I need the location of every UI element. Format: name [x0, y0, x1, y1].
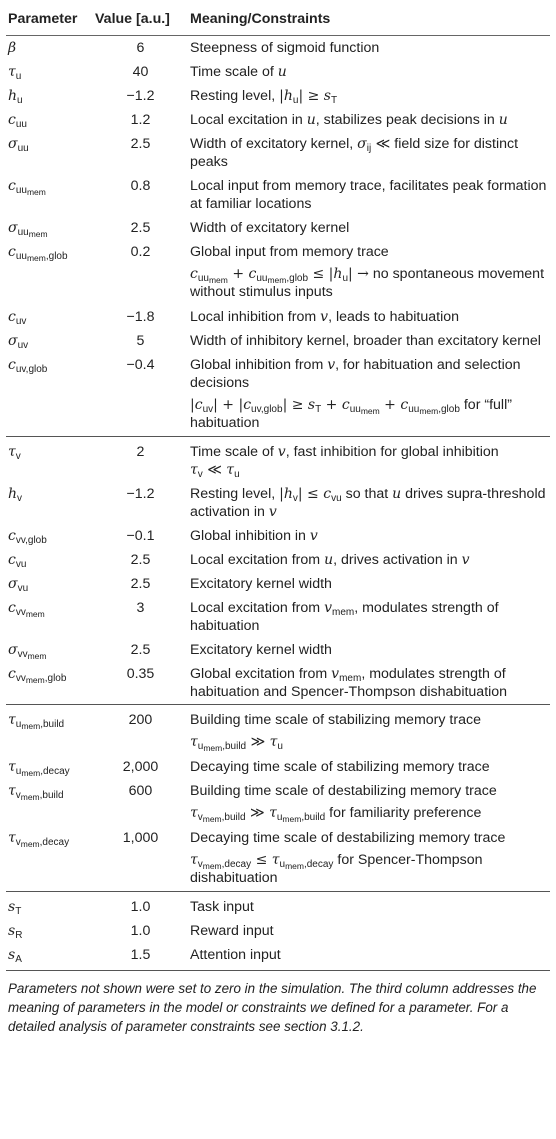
table-row-constraint: $\tau_{v_{mem},build}$ ≫ $\tau_{u_{mem},build}$ for familiarity preference	[190, 805, 482, 824]
table-row: $\sigma_{uu_{mem}}$ 2.5 Width of excitatory kernel	[8, 220, 350, 239]
table-row: $\sigma_{uv}$ 5 Width of inhibitory kernel, broader than excitatory kernel	[8, 333, 541, 351]
table-row-constraint: $\tau_{v_{mem},decay} \le \tau_{u_{mem},decay}$ for Spencer-Thompson dishabituation	[190, 852, 483, 886]
header-parameter: Parameter	[6, 6, 93, 36]
table-row: $c_{uv}$ −1.8 Local inhibition from v, leads to habituation	[8, 309, 459, 327]
table-row: $\tau_{v_{mem},decay}$ 1,000 Decaying time scale of destabilizing memory trace	[8, 830, 506, 849]
group-memory-traces	[6, 705, 550, 892]
table-row: $\tau_u$ 40 Time scale of u	[8, 64, 287, 82]
table-row: $h_v$ −1.2 Resting level, $|h_v| \le c_{vu}$ so that u drives supra-threshold activation in v	[8, 486, 546, 520]
table-row-constraint: $\tau_{u_{mem},build}$ ≫ $\tau_u$	[190, 734, 283, 753]
header-value: Value [a.u.]	[93, 6, 188, 36]
table-row: $\tau_v$ 2 Time scale of v, fast inhibition for global inhibition $\tau_v$ ≪ $\tau_u$	[6, 437, 550, 483]
header-meaning: Meaning/Constraints	[188, 6, 550, 36]
table-row: $h_u$ −1.2 Resting level, $|h_u| \ge s_T$	[8, 88, 338, 106]
table-row: $c_{uu_{mem}}$ 0.8 Local input from memory trace, facilitates peak formation at familiar locations	[8, 178, 547, 212]
table-row: $c_{uu}$ 1.2 Local excitation in u, stabilizes peak decisions in u	[8, 112, 508, 130]
table-row: $s_A$ 1.5 Attention input	[6, 943, 550, 971]
table-row-constraint: $c_{uu_{mem}} + c_{uu_{mem},glob} \le |h_u|$ → no spontaneous movement without stimulus inputs	[190, 266, 545, 300]
table-header-row	[6, 6, 550, 36]
parameter-table	[6, 6, 550, 971]
table-row: $c_{vu}$ 2.5 Local excitation from u, drives activation in v	[8, 552, 470, 570]
table-row: $c_{vv_{mem},glob}$ 0.35 Global excitation from $v_{mem}$, modulates strength of habituation and Spencer-Thompson dishabituation	[8, 666, 508, 700]
table-row: $s_T$ 1.0 Task input	[6, 892, 550, 920]
group-u-field	[6, 36, 550, 437]
table-row: $\tau_{v_{mem},build}$ 600 Building time scale of destabilizing memory trace	[8, 783, 497, 802]
group-v-field	[6, 437, 550, 705]
group-inputs	[6, 892, 550, 971]
table-row: $c_{vv_{mem}}$ 3 Local excitation from $v_{mem}$, modulates strength of habituation	[8, 600, 499, 634]
table-row: $\sigma_{uu}$ 2.5 Width of excitatory kernel, $\sigma_{ij}$ ≪ field size for distinct peaks	[8, 136, 519, 170]
table-row: $\tau_{u_{mem},build}$ 200 Building time scale of stabilizing memory trace	[6, 705, 550, 733]
table-row: $\sigma_{vv_{mem}}$ 2.5 Excitatory kernel width	[8, 642, 332, 661]
table-row: $c_{vv,glob}$ −0.1 Global inhibition in v	[8, 528, 318, 546]
table-row: $s_R$ 1.0 Reward input	[8, 923, 274, 941]
table-row: $\tau_{u_{mem},decay}$ 2,000 Decaying time scale of stabilizing memory trace	[8, 759, 490, 778]
table-row: $c_{uv,glob}$ −0.4 Global inhibition from v, for habituation and selection decisions	[8, 357, 521, 391]
table-footnote: Parameters not shown were set to zero in the simulation. The third column addresses the meaning of parameters in the model or constraints we defined for a parameter. For a detailed analysis of parameter constraints see section 3.1.2.	[8, 981, 537, 1034]
table-row: β 6 Steepness of sigmoid function	[8, 40, 380, 56]
table-row: $c_{uu_{mem},glob}$ 0.2 Global input from memory trace	[8, 244, 389, 263]
table-row-constraint: $|c_{uv}| + |c_{uv,glob}| \ge s_T + c_{uu_{mem}} + c_{uu_{mem},glob}$ for “full” habituation	[190, 397, 512, 431]
table-row: $\sigma_{vu}$ 2.5 Excitatory kernel width	[8, 576, 332, 594]
